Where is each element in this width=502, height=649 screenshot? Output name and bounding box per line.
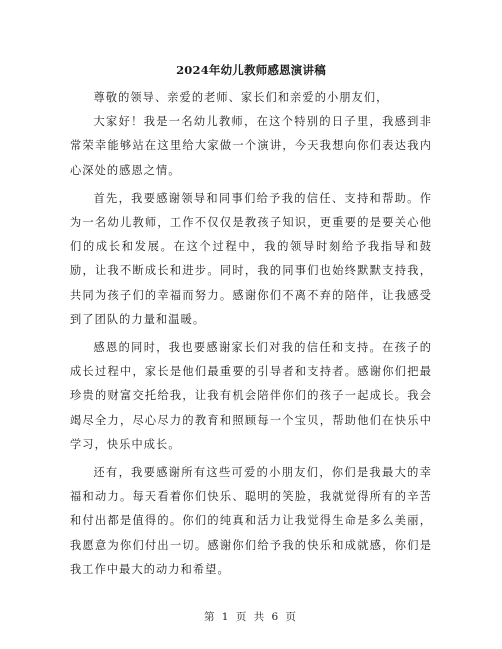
salutation-paragraph: 尊敬的领导、亲爱的老师、家长们和亲爱的小朋友们， [93,91,389,104]
thanks-parents-paragraph: 感恩的同时，我也要感谢家长们对我的信任和支持。在孩子的成长过程中，家长是他们最重要的引导者和支持者。感谢你们把最珍贵的财富交托给我，让我有机会陪伴你们的孩子一起成长。我会竭尽全力，尽心尽力的教育和照顾每一个宝贝，帮助他们在快乐中学习，快乐中成长。 [70,341,432,451]
thanks-leaders-paragraph: 首先，我要感谢领导和同事们给予我的信任、支持和帮助。作为一名幼儿教师，工作不仅仅是教孩子知识，更重要的是要关心他们的成长和发展。在这个过程中，我的领导时刻给予我指导和鼓励，让我不断成长和进步。同时，我的同事们也始终默默支持我，共同为孩子们的幸福而努力。感谢你们不离不弃的陪伴，让我感受到了团队的力量和温暖。 [70,191,432,326]
page-number-footer: 第 1 页 共 6 页 [203,611,299,623]
document-title: 2024年幼儿教师感恩演讲稿 [176,63,326,77]
thanks-children-paragraph: 还有，我要感谢所有这些可爱的小朋友们，你们是我最大的幸福和动力。每天看着你们快乐、聪明的笑脸，我就觉得所有的辛苦和付出都是值得的。你们的纯真和活力让我觉得生命是多么美丽，我愿意为你们付出一切。感谢你们给予我的快乐和成就感，你们是我工作中最大的动力和希望。 [70,466,432,576]
greeting-paragraph: 大家好！我是一名幼儿教师，在这个特别的日子里，我感到非常荣幸能够站在这里给大家做一个演讲，今天我想向你们表达我内心深处的感恩之情。 [70,115,432,177]
document-body [70,86,432,582]
